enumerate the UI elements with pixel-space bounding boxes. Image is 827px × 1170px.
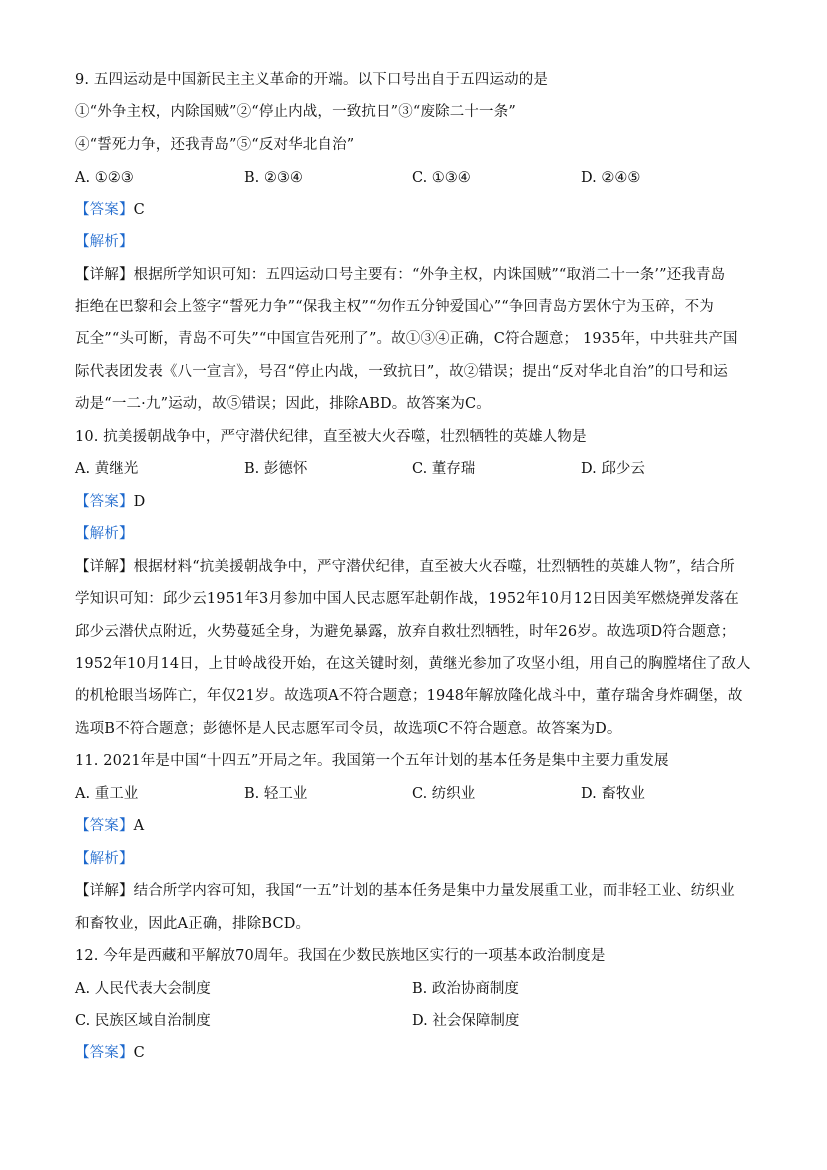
q9-statements-1: ①“外争主权，内除国贼”②“停止内战，一致抗日”③“废除二十一条”	[75, 104, 516, 120]
q12-option-a: A. 人民代表大会制度	[75, 981, 211, 997]
answer-tag: 【答案】	[75, 202, 134, 218]
detail-tag: 【详解】	[75, 267, 134, 283]
q10-detail-line-4: 1952年10月14日，上甘岭战役开始，在这关键时刻，黄继光参加了攻坚小组，用自己的胸膛堵住了敌人	[75, 656, 751, 672]
q10-detail-line-1	[75, 557, 765, 577]
analysis-tag: 【解析】	[75, 851, 134, 867]
q10-analysis-heading	[75, 524, 765, 544]
q11-stem: 11. 2021年是中国“十四五”开局之年。我国第一个五年计划的基本任务是集中主要力重发展	[75, 753, 669, 769]
q10-detail-line-6: 选项B不符合题意；彭德怀是人民志愿军司令员，故选项C不符合题意。故答案为D。	[75, 721, 622, 737]
answer-tag: 【答案】	[75, 818, 134, 834]
q10-option-b: B. 彭德怀	[244, 461, 308, 477]
q9-statements-2: ④“誓死力争，还我青岛”⑤“反对华北自治”	[75, 137, 355, 153]
detail-text: 根据材料“抗美援朝战争中，严守潜伏纪律，直至被大火吞噬，壮烈牺牲的英雄人物”，结合所	[133, 559, 735, 575]
analysis-tag: 【解析】	[75, 526, 134, 542]
analysis-tag: 【解析】	[75, 234, 134, 250]
detail-tag: 【详解】	[75, 883, 134, 899]
q11-detail-line-2: 和畜牧业，因此A正确，排除BCD。	[75, 916, 311, 932]
q9-stem: 9. 五四运动是中国新民主主义革命的开端。以下口号出自于五四运动的是	[75, 72, 549, 88]
answer-value: A	[133, 818, 145, 834]
q10-option-c: C. 董存瑞	[412, 461, 476, 477]
q11-option-c: C. 纺织业	[412, 786, 476, 802]
q11-answer	[75, 816, 765, 836]
q10-option-a: A. 黄继光	[75, 461, 139, 477]
detail-text: 根据所学知识可知：五四运动口号主要有：“外争主权，内诛国贼”“取消二十一条’”还我青岛	[133, 267, 726, 283]
answer-tag: 【答案】	[75, 1045, 134, 1061]
q9-analysis-heading	[75, 232, 765, 252]
q9-detail-line-1	[75, 265, 765, 285]
q12-option-d: D. 社会保障制度	[412, 1013, 520, 1029]
q9-option-a: A. ①②③	[75, 170, 134, 186]
detail-tag: 【详解】	[75, 559, 134, 575]
q9-option-b: B. ②③④	[244, 170, 303, 186]
q11-analysis-heading	[75, 849, 765, 869]
answer-value: D	[133, 494, 146, 510]
answer-value: C	[133, 202, 145, 218]
answer-value: C	[133, 1045, 145, 1061]
q11-detail-line-1	[75, 881, 765, 901]
q9-option-d: D. ②④⑤	[581, 170, 641, 186]
q9-detail-line-5: 动是“一二·九”运动，故⑤错误；因此，排除ABD。故答案为C。	[75, 396, 491, 412]
q10-detail-line-5: 的机枪眼当场阵亡，年仅21岁。故选项A不符合题意；1948年解放隆化战斗中，董存瑞舍身炸碉堡，故	[75, 688, 743, 704]
q11-option-b: B. 轻工业	[244, 786, 308, 802]
q10-detail-line-2: 学知识可知：邱少云1951年3月参加中国人民志愿军赴朝作战，1952年10月12日因美军燃烧弹发落在	[75, 591, 739, 607]
q12-answer	[75, 1043, 765, 1063]
q9-detail-line-4: 际代表团发表《八一宣言》，号召“停止内战，一致抗日”，故②错误；提出“反对华北自治”的口号和运	[75, 364, 728, 380]
q10-stem: 10. 抗美援朝战争中，严守潜伏纪律，直至被大火吞噬，壮烈牺牲的英雄人物是	[75, 429, 587, 445]
q9-answer	[75, 200, 765, 220]
q10-detail-line-3: 邱少云潜伏点附近，火势蔓延全身，为避免暴露，放弃自救壮烈牺牲，时年26岁。故选项D符合题意；	[75, 624, 736, 640]
q9-option-c: C. ①③④	[412, 170, 471, 186]
q11-option-d: D. 畜牧业	[581, 786, 645, 802]
q12-stem: 12. 今年是西藏和平解放70周年。我国在少数民族地区实行的一项基本政治制度是	[75, 948, 606, 964]
q9-detail-line-3: 瓦全”“头可断，青岛不可失”“中国宣告死刑了”。故①③④正确，C符合题意； 1935年，中共驻共产国	[75, 331, 738, 347]
detail-text: 结合所学内容可知，我国“一五”计划的基本任务是集中力量发展重工业，而非轻工业、纺织业	[133, 883, 735, 899]
q12-option-c: C. 民族区域自治制度	[75, 1013, 211, 1029]
q11-option-a: A. 重工业	[75, 786, 139, 802]
q10-answer	[75, 492, 765, 512]
q12-option-b: B. 政治协商制度	[412, 981, 519, 997]
q9-detail-line-2: 拒绝在巴黎和会上签字“誓死力争”“保我主权”“勿作五分钟爱国心”“争回青岛方罢休宁为玉碎，不为	[75, 299, 714, 315]
answer-tag: 【答案】	[75, 494, 134, 510]
q10-option-d: D. 邱少云	[581, 461, 645, 477]
